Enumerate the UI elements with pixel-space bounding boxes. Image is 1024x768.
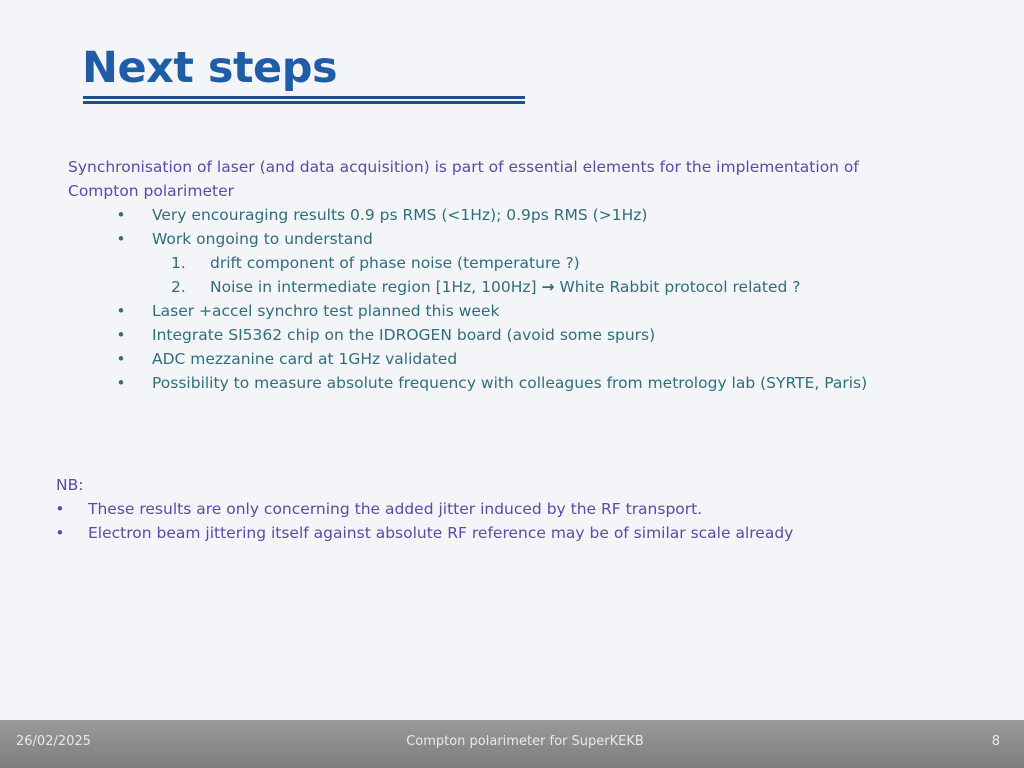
bullet-marker: • bbox=[116, 326, 126, 344]
nb-label: NB: bbox=[56, 476, 84, 494]
nb-text: Electron beam jittering itself against absolute RF reference may be of similar scale already bbox=[88, 524, 794, 542]
bullet-marker: • bbox=[116, 374, 126, 392]
item-text-main: Noise in intermediate region [1Hz, 100Hz] bbox=[210, 278, 537, 296]
bullet-text: ADC mezzanine card at 1GHz validated bbox=[152, 350, 458, 368]
bullet-text: Possibility to measure absolute frequency with colleagues from metrology lab (SYRTE, Paris) bbox=[152, 374, 868, 392]
bullet-marker: • bbox=[55, 500, 65, 518]
bullet-marker: • bbox=[116, 350, 126, 368]
title-underline-bottom bbox=[83, 101, 525, 104]
bullet-text: Very encouraging results 0.9 ps RMS (<1Hz); 0.9ps RMS (>1Hz) bbox=[152, 206, 648, 224]
intro-line-2: Compton polarimeter bbox=[68, 182, 234, 200]
bullet-text: Laser +accel synchro test planned this week bbox=[152, 302, 500, 320]
nb-text: These results are only concerning the added jitter induced by the RF transport. bbox=[88, 500, 703, 518]
bullet-marker: • bbox=[55, 524, 65, 542]
footer-date: 26/02/2025 bbox=[16, 734, 91, 749]
slide-title: Next steps bbox=[82, 43, 338, 93]
intro-line-1: Synchronisation of laser (and data acquisition) is part of essential elements for the implementation of bbox=[68, 158, 859, 176]
item-text bbox=[210, 275, 801, 299]
footer-bar bbox=[0, 720, 1024, 768]
bullet-marker: • bbox=[116, 230, 126, 248]
bullet-marker: • bbox=[116, 206, 126, 224]
bullet-marker: • bbox=[116, 302, 126, 320]
footer-title: Compton polarimeter for SuperKEKB bbox=[406, 734, 644, 749]
arrow-right-icon: → bbox=[541, 278, 555, 296]
item-number: 1. bbox=[171, 254, 186, 272]
bullet-text: Integrate SI5362 chip on the IDROGEN board (avoid some spurs) bbox=[152, 326, 656, 344]
title-underline-top bbox=[83, 96, 525, 99]
item-number: 2. bbox=[171, 278, 186, 296]
page-number: 8 bbox=[991, 734, 1000, 749]
item-text-tail: White Rabbit protocol related ? bbox=[554, 278, 801, 296]
item-text: drift component of phase noise (temperature ?) bbox=[210, 254, 580, 272]
bullet-text: Work ongoing to understand bbox=[152, 230, 373, 248]
